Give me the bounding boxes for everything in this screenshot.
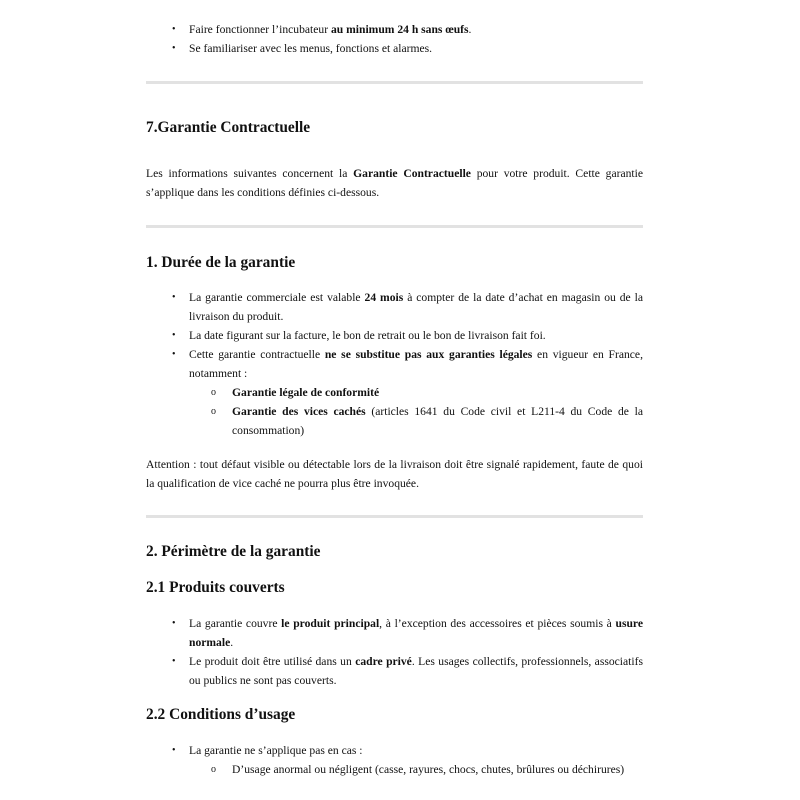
list-item: • Se familiariser avec les menus, fonctions et alarmes. [146, 39, 643, 58]
sub-list-item: o D’usage anormal ou négligent (casse, rayures, chocs, chutes, brûlures ou déchirures) [146, 760, 643, 779]
duree-title: 1. Durée de la garantie [146, 254, 296, 271]
duree-attention-note: Attention : tout défaut visible ou détectable lors de la livraison doit être signalé rapidement, faute de quoi la qualification de vice caché ne pourra plus être invoquée. [146, 458, 643, 490]
produits-couverts-title: 2.1 Produits couverts [146, 579, 285, 596]
list-item: • Le produit doit être utilisé dans un cadre privé. Les usages collectifs, professionnels, associatifs ou publics ne sont pas couverts. [146, 652, 643, 690]
list-item: • La garantie ne s’applique pas en cas : [146, 741, 643, 760]
section-divider [146, 225, 643, 228]
sub-list-item: o Garantie des vices cachés (articles 1641 du Code civil et L211-4 du Code de la consommation) [146, 402, 643, 440]
list-item: • La garantie commerciale est valable 24 mois à compter de la date d’achat en magasin ou de la livraison du produit. [146, 288, 643, 326]
top-bullet-list [146, 20, 643, 58]
section-divider [146, 81, 643, 84]
conditions-usage-title: 2.2 Conditions d’usage [146, 706, 296, 723]
list-item: • Cette garantie contractuelle ne se substitue pas aux garanties légales en vigueur en France, notamment : [146, 345, 643, 383]
list-item: • La date figurant sur la facture, le bon de retrait ou le bon de livraison fait foi. [146, 326, 643, 345]
produits-bullet-list [146, 614, 643, 690]
section-divider [146, 515, 643, 518]
section-7-title: 7.Garantie Contractuelle [146, 119, 311, 136]
list-item: • La garantie couvre le produit principal, à l’exception des accessoires et pièces soumis à usure normale. [146, 614, 643, 652]
list-item: • Faire fonctionner l’incubateur au minimum 24 h sans œufs. [146, 20, 643, 39]
duree-bullet-list [146, 288, 643, 440]
conditions-bullet-list [146, 741, 643, 779]
perimetre-title: 2. Périmètre de la garantie [146, 543, 321, 560]
section-7-intro: Les informations suivantes concernent la Garantie Contractuelle pour votre produit. Cette garantie s’applique dans les conditions définies ci-dessous. [146, 167, 643, 199]
sub-list-item: o Garantie légale de conformité [146, 383, 643, 402]
